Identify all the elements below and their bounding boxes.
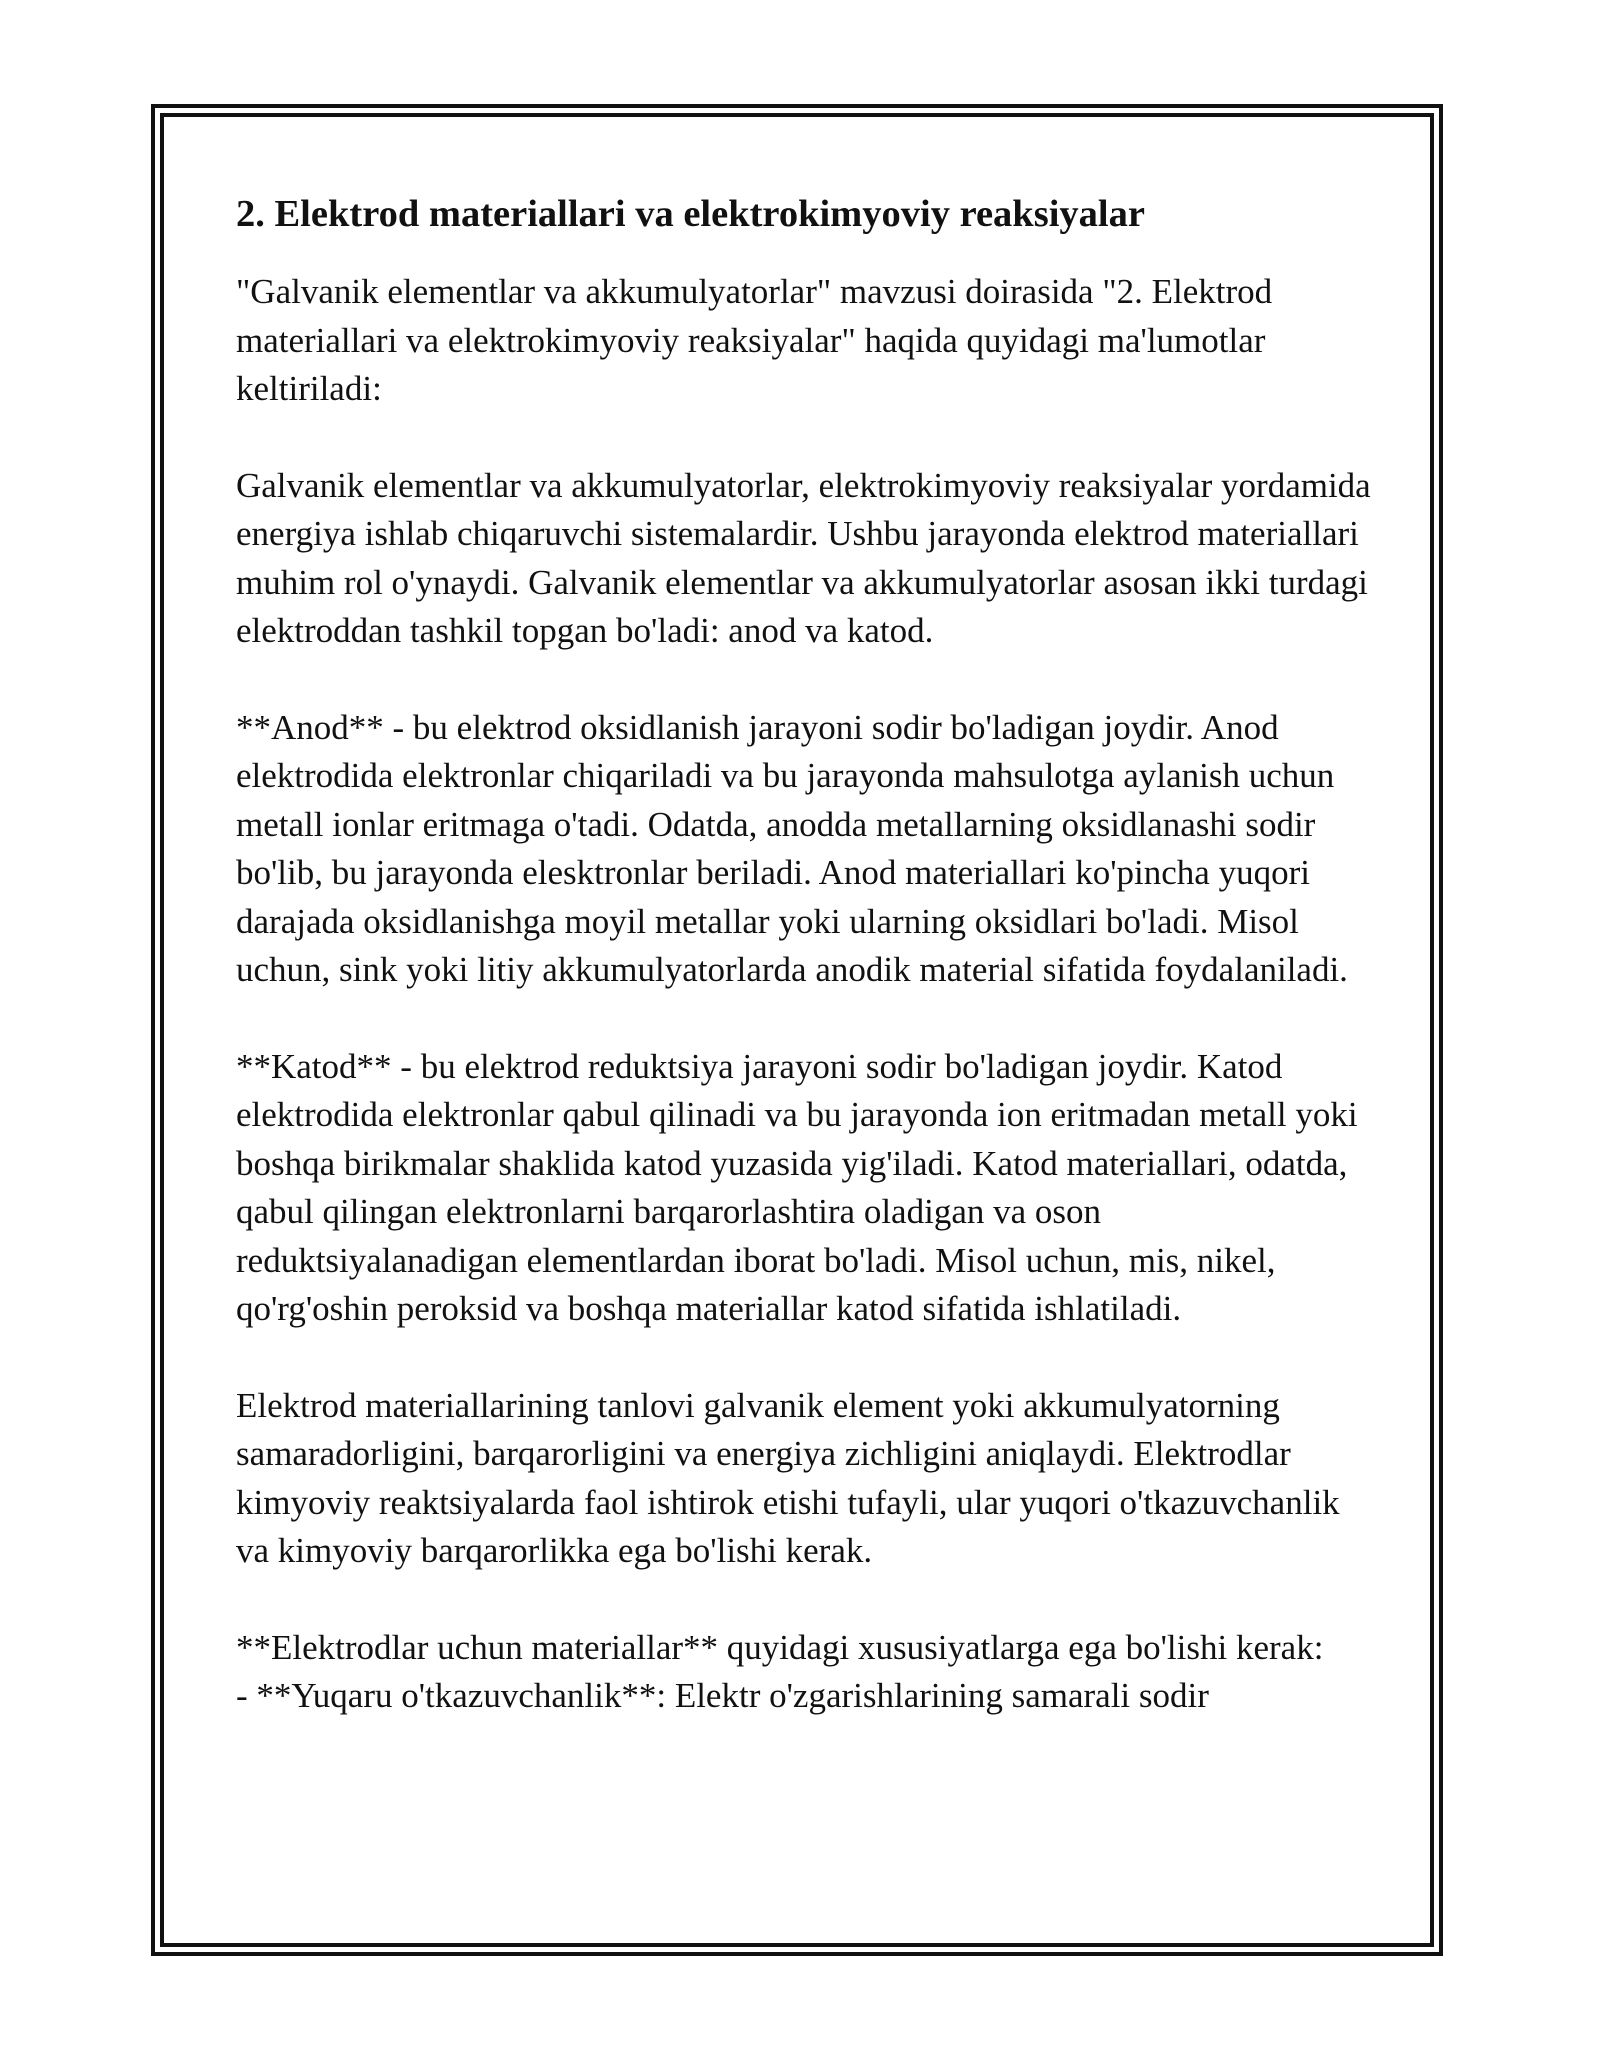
- anode-paragraph: **Anod** - bu elektrod oksidlanish jarayoni sodir bo'ladigan joydir. Anod elektrodida elektronlar chiqariladi va bu jarayonda mahsulotga aylanish uchun metall ionlar eritmaga o'tadi. Odatda, anodda metallarning oksidlanashi sodir bo'lib, bu jarayonda elesktronlar beriladi. Anod materiallari ko'pincha yuqori darajada oksidlanishga moyil metallar yoki ularning oksidlari bo'ladi. Misol uchun, sink yoki litiy akkumulyatorlarda anodik material sifatida foydalaniladi.: [236, 707, 1348, 989]
- section-heading: 2. Elektrod materiallari va elektrokimyoviy reaksiyalar: [236, 193, 1145, 235]
- document-body: [236, 182, 1376, 1721]
- selection-paragraph: Elektrod materiallarining tanlovi galvanik element yoki akkumulyatorning samaradorligini, barqarorligini va energiya zichligini aniqlaydi. Elektrodlar kimyoviy reaktsiyalarda faol ishtirok etishi tufayli, ular yuqori o'tkazuvchanlik va kimyoviy barqarorlikka ega bo'lishi kerak.: [236, 1385, 1340, 1570]
- overview-paragraph: Galvanik elementlar va akkumulyatorlar, elektrokimyoviy reaksiyalar yordamida energiya ishlab chiqaruvchi sistemalardir. Ushbu jarayonda elektrod materiallari muhim rol o'ynaydi. Galvanik elementlar va akkumulyatorlar asosan ikki turdagi elektroddan tashkil topgan bo'ladi: anod va katod.: [236, 465, 1371, 650]
- intro-paragraph: "Galvanik elementlar va akkumulyatorlar" mavzusi doirasida "2. Elektrod materiallari va elektrokimyoviy reaksiyalar" haqida quyidagi ma'lumotlar keltiriladi:: [236, 272, 1273, 408]
- materials-intro-paragraph: **Elektrodlar uchun materiallar** quyidagi xususiyatlarga ega bo'lishi kerak:: [236, 1627, 1324, 1667]
- cathode-paragraph: **Katod** - bu elektrod reduktsiya jarayoni sodir bo'ladigan joydir. Katod elektrodida elektronlar qabul qilinadi va bu jarayonda ion eritmadan metall yoki boshqa birikmalar shaklida katod yuzasida yig'iladi. Katod materiallari, odatda, qabul qilingan elektronlarni barqarorlashtira oladigan va oson reduktsiyalanadigan elementlardan iborat bo'ladi. Misol uchun, mis, nikel, qo'rg'oshin peroksid va boshqa materiallar katod sifatida ishlatiladi.: [236, 1046, 1358, 1328]
- list-item: - **Yuqaru o'tkazuvchanlik**: Elektr o'zgarishlarining samarali sodir: [236, 1676, 1209, 1715]
